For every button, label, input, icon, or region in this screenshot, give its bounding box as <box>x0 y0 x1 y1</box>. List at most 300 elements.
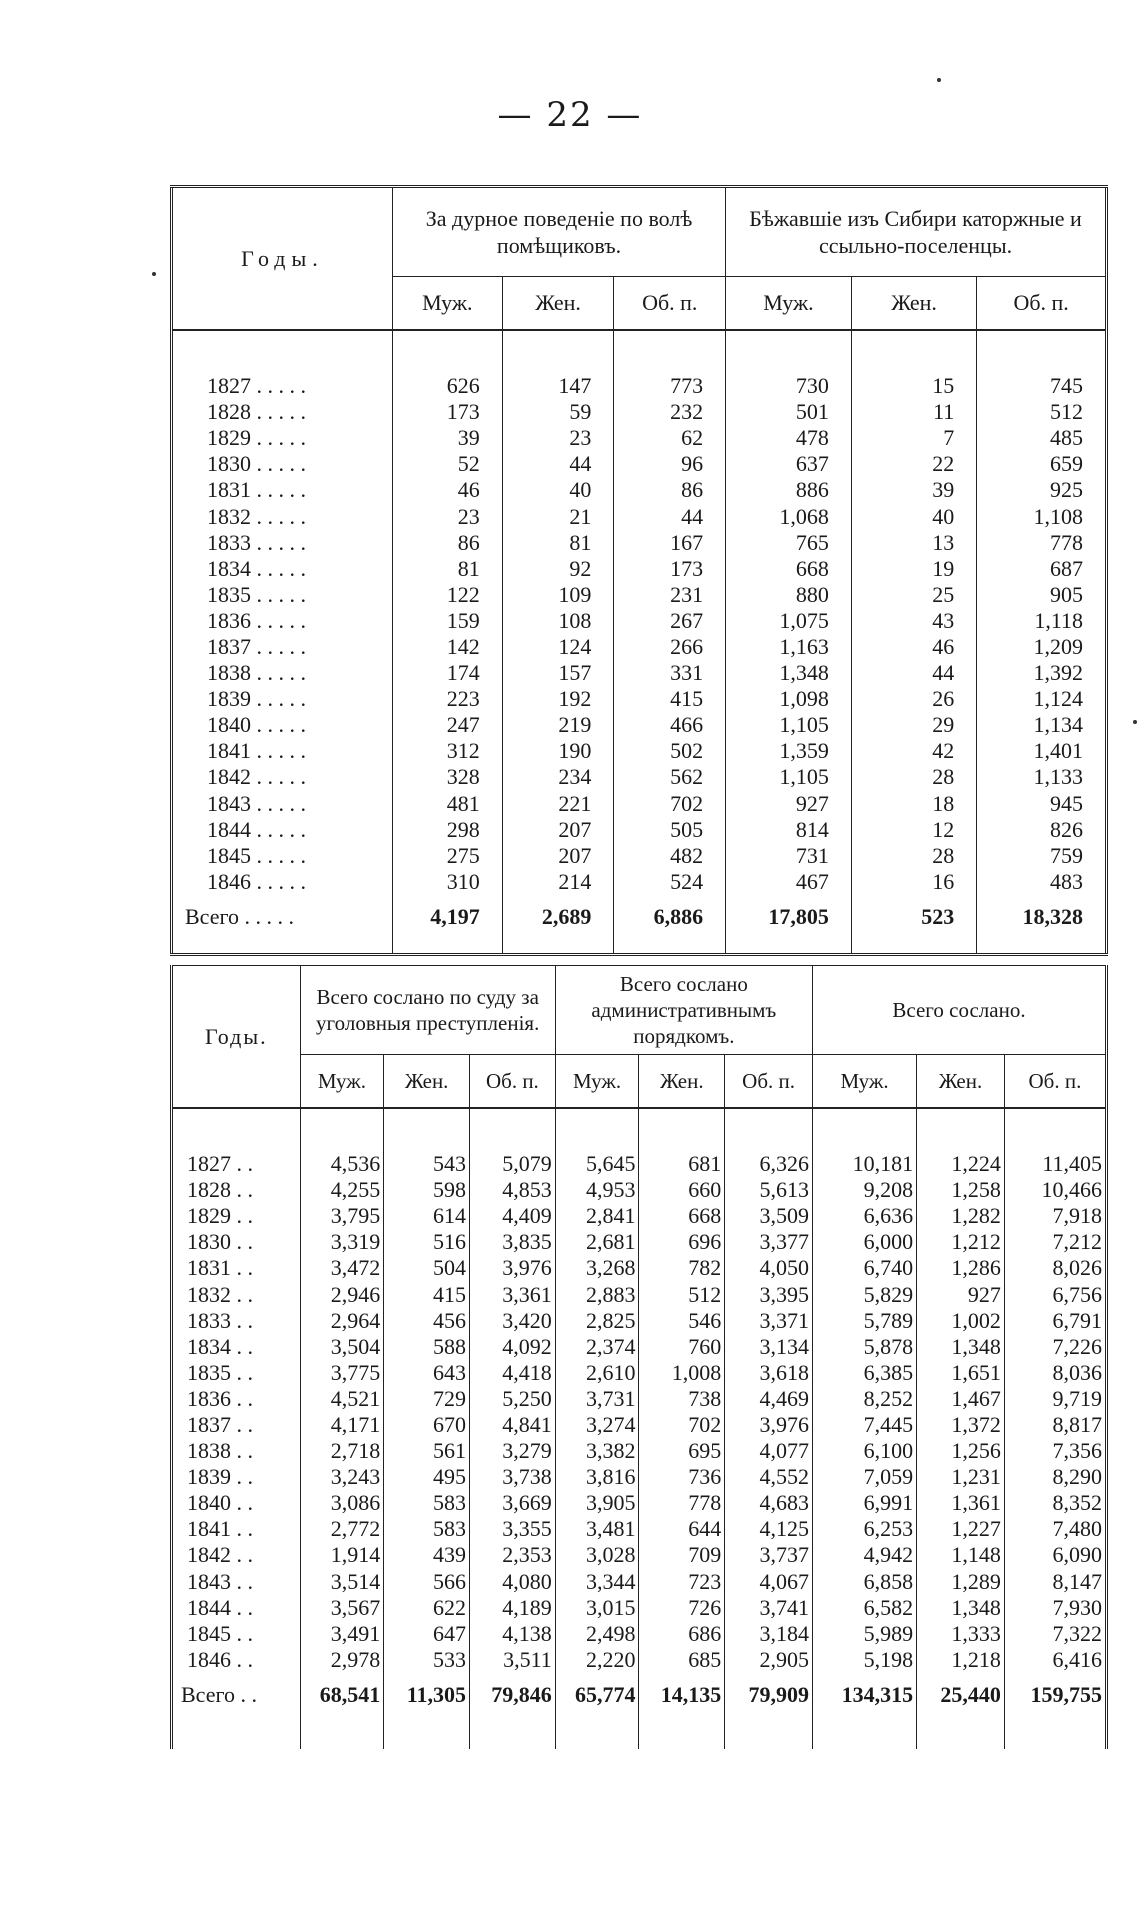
value-cell: 1,467 <box>917 1386 1005 1412</box>
value-cell: 2,220 <box>555 1647 639 1673</box>
total-value-cell: 25,440 <box>917 1673 1005 1717</box>
total-value-cell: 79,909 <box>725 1673 813 1717</box>
value-cell: 3,567 <box>300 1595 384 1621</box>
year-cell: 1835 . . <box>187 1359 253 1385</box>
column-header: Жен. <box>639 1055 725 1109</box>
value-cell: 2,964 <box>300 1308 384 1334</box>
value-cell: 3,738 <box>470 1464 556 1490</box>
value-cell: 6,858 <box>812 1569 916 1595</box>
value-cell: 1,282 <box>917 1203 1005 1229</box>
value-cell: 3,511 <box>470 1647 556 1673</box>
table-row <box>172 582 1107 608</box>
value-cell: 86 <box>614 477 726 503</box>
table-row <box>172 1569 1107 1595</box>
value-cell: 234 <box>502 764 614 790</box>
value-cell: 1,133 <box>977 764 1107 790</box>
column-header: Муж. <box>392 277 502 331</box>
value-cell: 8,252 <box>812 1386 916 1412</box>
value-cell: 8,352 <box>1004 1490 1106 1516</box>
group-header-total: Всего сослано. <box>812 966 1106 1055</box>
value-cell: 8,026 <box>1004 1255 1106 1281</box>
value-cell: 52 <box>392 451 502 477</box>
value-cell: 504 <box>384 1255 470 1281</box>
value-cell: 1,401 <box>977 738 1107 764</box>
value-cell: 483 <box>977 869 1107 895</box>
value-cell: 533 <box>384 1647 470 1673</box>
table-row <box>172 530 1107 556</box>
value-cell: 1,348 <box>917 1334 1005 1360</box>
value-cell: 925 <box>977 477 1107 503</box>
table-row <box>172 869 1107 895</box>
value-cell: 945 <box>977 791 1107 817</box>
value-cell: 3,514 <box>300 1569 384 1595</box>
value-cell: 826 <box>977 817 1107 843</box>
value-cell: 122 <box>392 582 502 608</box>
value-cell: 92 <box>502 556 614 582</box>
total-value-cell: 18,328 <box>977 895 1107 939</box>
table-row <box>172 1621 1107 1647</box>
value-cell: 331 <box>614 660 726 686</box>
total-value-cell: 79,846 <box>470 1673 556 1717</box>
table-row <box>172 634 1107 660</box>
value-cell: 173 <box>614 556 726 582</box>
value-cell: 275 <box>392 843 502 869</box>
value-cell: 1,361 <box>917 1490 1005 1516</box>
value-cell: 3,731 <box>555 1386 639 1412</box>
value-cell: 1,333 <box>917 1621 1005 1647</box>
value-cell: 512 <box>639 1281 725 1307</box>
value-cell: 312 <box>392 738 502 764</box>
year-cell: 1839 . . <box>187 1464 253 1490</box>
year-cell: 1829 . . . . . <box>207 425 306 451</box>
value-cell: 6,326 <box>725 1151 813 1177</box>
table-row <box>172 425 1107 451</box>
value-cell: 3,795 <box>300 1203 384 1229</box>
value-cell: 1,392 <box>977 660 1107 686</box>
value-cell: 562 <box>614 764 726 790</box>
value-cell: 702 <box>639 1412 725 1438</box>
value-cell: 626 <box>392 373 502 399</box>
value-cell: 4,125 <box>725 1516 813 1542</box>
value-cell: 927 <box>917 1281 1005 1307</box>
table-row <box>172 399 1107 425</box>
years-header: Годы. <box>172 187 393 331</box>
value-cell: 588 <box>384 1334 470 1360</box>
year-cell: 1829 . . <box>187 1203 253 1229</box>
value-cell: 5,198 <box>812 1647 916 1673</box>
value-cell: 18 <box>851 791 976 817</box>
value-cell: 5,829 <box>812 1281 916 1307</box>
value-cell: 730 <box>726 373 852 399</box>
table-row <box>172 817 1107 843</box>
value-cell: 2,353 <box>470 1542 556 1568</box>
value-cell: 266 <box>614 634 726 660</box>
value-cell: 731 <box>726 843 852 869</box>
value-cell: 3,504 <box>300 1334 384 1360</box>
value-cell: 782 <box>639 1255 725 1281</box>
value-cell: 1,227 <box>917 1516 1005 1542</box>
table-row <box>172 1464 1107 1490</box>
column-header: Жен. <box>502 277 614 331</box>
group-header-landowners: За дурное поведеніе по волѣ помѣщиковъ. <box>392 187 725 277</box>
value-cell: 298 <box>392 817 502 843</box>
value-cell: 44 <box>614 503 726 529</box>
year-cell: 1831 . . <box>187 1255 253 1281</box>
total-value-cell: 68,541 <box>300 1673 384 1717</box>
value-cell: 668 <box>726 556 852 582</box>
value-cell: 44 <box>502 451 614 477</box>
value-cell: 40 <box>502 477 614 503</box>
value-cell: 19 <box>851 556 976 582</box>
value-cell: 86 <box>392 530 502 556</box>
value-cell: 9,208 <box>812 1177 916 1203</box>
value-cell: 6,636 <box>812 1203 916 1229</box>
value-cell: 4,418 <box>470 1360 556 1386</box>
table-row <box>172 1229 1107 1255</box>
value-cell: 6,756 <box>1004 1281 1106 1307</box>
value-cell: 3,355 <box>470 1516 556 1542</box>
table-row <box>172 1360 1107 1386</box>
value-cell: 3,243 <box>300 1464 384 1490</box>
value-cell: 39 <box>392 425 502 451</box>
value-cell: 43 <box>851 608 976 634</box>
value-cell: 310 <box>392 869 502 895</box>
value-cell: 3,509 <box>725 1203 813 1229</box>
value-cell: 660 <box>639 1177 725 1203</box>
value-cell: 495 <box>384 1464 470 1490</box>
value-cell: 5,789 <box>812 1308 916 1334</box>
value-cell: 4,255 <box>300 1177 384 1203</box>
year-cell: 1838 . . . . . <box>207 660 306 686</box>
year-cell: 1828 . . . . . <box>207 399 306 425</box>
value-cell: 637 <box>726 451 852 477</box>
value-cell: 7 <box>851 425 976 451</box>
value-cell: 21 <box>502 503 614 529</box>
value-cell: 614 <box>384 1203 470 1229</box>
value-cell: 4,171 <box>300 1412 384 1438</box>
table-row <box>172 1516 1107 1542</box>
value-cell: 1,212 <box>917 1229 1005 1255</box>
value-cell: 219 <box>502 712 614 738</box>
value-cell: 8,036 <box>1004 1360 1106 1386</box>
value-cell: 709 <box>639 1542 725 1568</box>
value-cell: 726 <box>639 1595 725 1621</box>
value-cell: 3,618 <box>725 1360 813 1386</box>
value-cell: 482 <box>614 843 726 869</box>
value-cell: 108 <box>502 608 614 634</box>
value-cell: 3,184 <box>725 1621 813 1647</box>
value-cell: 1,224 <box>917 1151 1005 1177</box>
value-cell: 3,420 <box>470 1308 556 1334</box>
value-cell: 11,405 <box>1004 1151 1106 1177</box>
column-header: Об. п. <box>470 1055 556 1109</box>
table-row <box>172 1255 1107 1281</box>
value-cell: 1,105 <box>726 764 852 790</box>
value-cell: 2,883 <box>555 1281 639 1307</box>
year-cell: 1837 . . <box>187 1411 253 1437</box>
value-cell: 15 <box>851 373 976 399</box>
value-cell: 23 <box>502 425 614 451</box>
value-cell: 481 <box>392 791 502 817</box>
value-cell: 3,028 <box>555 1542 639 1568</box>
column-header: Муж. <box>812 1055 916 1109</box>
value-cell: 1,105 <box>726 712 852 738</box>
value-cell: 3,741 <box>725 1595 813 1621</box>
value-cell: 501 <box>726 399 852 425</box>
column-header: Муж. <box>726 277 852 331</box>
value-cell: 685 <box>639 1647 725 1673</box>
value-cell: 4,092 <box>470 1334 556 1360</box>
year-cell: 1831 . . . . . <box>207 477 306 503</box>
value-cell: 765 <box>726 530 852 556</box>
value-cell: 4,080 <box>470 1569 556 1595</box>
value-cell: 543 <box>384 1151 470 1177</box>
value-cell: 10,466 <box>1004 1177 1106 1203</box>
year-cell: 1844 . . . . . <box>207 816 306 842</box>
value-cell: 1,118 <box>977 608 1107 634</box>
subheader-row <box>172 1055 1107 1109</box>
table-row <box>172 712 1107 738</box>
value-cell: 3,279 <box>470 1438 556 1464</box>
year-cell: 1838 . . <box>187 1438 253 1464</box>
value-cell: 6,740 <box>812 1255 916 1281</box>
value-cell: 1,348 <box>726 660 852 686</box>
value-cell: 1,359 <box>726 738 852 764</box>
value-cell: 4,853 <box>470 1177 556 1203</box>
value-cell: 3,669 <box>470 1490 556 1516</box>
value-cell: 687 <box>977 556 1107 582</box>
total-row <box>172 895 1107 939</box>
value-cell: 2,978 <box>300 1647 384 1673</box>
year-cell: 1827 . . . . . <box>207 373 306 399</box>
value-cell: 59 <box>502 399 614 425</box>
value-cell: 157 <box>502 660 614 686</box>
value-cell: 3,268 <box>555 1255 639 1281</box>
value-cell: 147 <box>502 373 614 399</box>
group-header-siberia-escapees: Бѣжавшіе изъ Сибири каторжные и ссыльно-поселенцы. <box>726 187 1107 277</box>
value-cell: 598 <box>384 1177 470 1203</box>
value-cell: 2,498 <box>555 1621 639 1647</box>
value-cell: 1,163 <box>726 634 852 660</box>
column-header: Об. п. <box>614 277 726 331</box>
value-cell: 328 <box>392 764 502 790</box>
value-cell: 4,552 <box>725 1464 813 1490</box>
value-cell: 738 <box>639 1386 725 1412</box>
value-cell: 3,976 <box>725 1412 813 1438</box>
year-cell: 1827 . . <box>187 1151 253 1177</box>
value-cell: 2,374 <box>555 1334 639 1360</box>
value-cell: 546 <box>639 1308 725 1334</box>
value-cell: 516 <box>384 1229 470 1255</box>
value-cell: 231 <box>614 582 726 608</box>
value-cell: 686 <box>639 1621 725 1647</box>
value-cell: 159 <box>392 608 502 634</box>
value-cell: 3,491 <box>300 1621 384 1647</box>
year-cell: 1835 . . . . . <box>207 581 306 607</box>
value-cell: 207 <box>502 817 614 843</box>
value-cell: 5,989 <box>812 1621 916 1647</box>
value-cell: 6,991 <box>812 1490 916 1516</box>
value-cell: 6,000 <box>812 1229 916 1255</box>
table-row <box>172 608 1107 634</box>
value-cell: 6,385 <box>812 1360 916 1386</box>
value-cell: 1,075 <box>726 608 852 634</box>
value-cell: 22 <box>851 451 976 477</box>
value-cell: 2,772 <box>300 1516 384 1542</box>
value-cell: 2,946 <box>300 1281 384 1307</box>
value-cell: 5,613 <box>725 1177 813 1203</box>
value-cell: 1,218 <box>917 1647 1005 1673</box>
total-value-cell: 14,135 <box>639 1673 725 1717</box>
year-cell: 1840 . . <box>187 1490 253 1516</box>
value-cell: 1,124 <box>977 686 1107 712</box>
value-cell: 3,976 <box>470 1255 556 1281</box>
value-cell: 4,409 <box>470 1203 556 1229</box>
total-label: Всего . . <box>181 1681 257 1707</box>
value-cell: 192 <box>502 686 614 712</box>
total-value-cell: 6,886 <box>614 895 726 939</box>
value-cell: 880 <box>726 582 852 608</box>
value-cell: 96 <box>614 451 726 477</box>
total-row <box>172 1673 1107 1717</box>
value-cell: 4,067 <box>725 1569 813 1595</box>
table-row <box>172 1308 1107 1334</box>
year-cell: 1846 . . <box>187 1646 253 1672</box>
year-cell: 1841 . . <box>187 1516 253 1542</box>
column-header: Об. п. <box>1004 1055 1106 1109</box>
value-cell: 39 <box>851 477 976 503</box>
year-cell: 1833 . . <box>187 1307 253 1333</box>
value-cell: 26 <box>851 686 976 712</box>
value-cell: 670 <box>384 1412 470 1438</box>
value-cell: 124 <box>502 634 614 660</box>
value-cell: 8,817 <box>1004 1412 1106 1438</box>
year-cell: 1842 . . <box>187 1542 253 1568</box>
value-cell: 4,536 <box>300 1151 384 1177</box>
value-cell: 4,077 <box>725 1438 813 1464</box>
value-cell: 2,905 <box>725 1647 813 1673</box>
value-cell: 1,256 <box>917 1438 1005 1464</box>
value-cell: 3,472 <box>300 1255 384 1281</box>
value-cell: 7,212 <box>1004 1229 1106 1255</box>
value-cell: 81 <box>502 530 614 556</box>
value-cell: 439 <box>384 1542 470 1568</box>
table-convicts-section-1 <box>170 185 1108 956</box>
value-cell: 16 <box>851 869 976 895</box>
value-cell: 466 <box>614 712 726 738</box>
value-cell: 681 <box>639 1151 725 1177</box>
value-cell: 478 <box>726 425 852 451</box>
speck-mark <box>152 272 156 276</box>
group-header-court: Всего сослано по суду за уголовныя преступленія. <box>300 966 555 1055</box>
value-cell: 8,290 <box>1004 1464 1106 1490</box>
value-cell: 2,841 <box>555 1203 639 1229</box>
value-cell: 1,209 <box>977 634 1107 660</box>
value-cell: 6,791 <box>1004 1308 1106 1334</box>
year-cell: 1844 . . <box>187 1594 253 1620</box>
value-cell: 696 <box>639 1229 725 1255</box>
value-cell: 643 <box>384 1360 470 1386</box>
table-row <box>172 1595 1107 1621</box>
value-cell: 502 <box>614 738 726 764</box>
total-value-cell: 134,315 <box>812 1673 916 1717</box>
value-cell: 512 <box>977 399 1107 425</box>
value-cell: 9,719 <box>1004 1386 1106 1412</box>
value-cell: 7,356 <box>1004 1438 1106 1464</box>
total-label: Всего . . . . . <box>185 903 294 929</box>
value-cell: 7,480 <box>1004 1516 1106 1542</box>
value-cell: 3,816 <box>555 1464 639 1490</box>
value-cell: 644 <box>639 1516 725 1542</box>
table-row <box>172 1386 1107 1412</box>
table-row <box>172 1151 1107 1177</box>
table-row <box>172 660 1107 686</box>
table-row <box>172 1647 1107 1673</box>
value-cell: 23 <box>392 503 502 529</box>
value-cell: 3,086 <box>300 1490 384 1516</box>
value-cell: 583 <box>384 1516 470 1542</box>
year-cell: 1833 . . . . . <box>207 529 306 555</box>
value-cell: 7,445 <box>812 1412 916 1438</box>
value-cell: 622 <box>384 1595 470 1621</box>
value-cell: 814 <box>726 817 852 843</box>
year-cell: 1843 . . . . . <box>207 790 306 816</box>
value-cell: 28 <box>851 764 976 790</box>
value-cell: 223 <box>392 686 502 712</box>
value-cell: 3,319 <box>300 1229 384 1255</box>
value-cell: 647 <box>384 1621 470 1647</box>
value-cell: 736 <box>639 1464 725 1490</box>
value-cell: 415 <box>614 686 726 712</box>
value-cell: 44 <box>851 660 976 686</box>
value-cell: 1,372 <box>917 1412 1005 1438</box>
value-cell: 927 <box>726 791 852 817</box>
year-cell: 1845 . . . . . <box>207 842 306 868</box>
value-cell: 267 <box>614 608 726 634</box>
value-cell: 190 <box>502 738 614 764</box>
value-cell: 3,737 <box>725 1542 813 1568</box>
value-cell: 29 <box>851 712 976 738</box>
value-cell: 760 <box>639 1334 725 1360</box>
value-cell: 5,645 <box>555 1151 639 1177</box>
value-cell: 207 <box>502 843 614 869</box>
value-cell: 3,481 <box>555 1516 639 1542</box>
value-cell: 1,068 <box>726 503 852 529</box>
value-cell: 583 <box>384 1490 470 1516</box>
value-cell: 10,181 <box>812 1151 916 1177</box>
value-cell: 7,322 <box>1004 1621 1106 1647</box>
value-cell: 723 <box>639 1569 725 1595</box>
value-cell: 42 <box>851 738 976 764</box>
table-row <box>172 451 1107 477</box>
value-cell: 6,416 <box>1004 1647 1106 1673</box>
table-row <box>172 1177 1107 1203</box>
value-cell: 1,098 <box>726 686 852 712</box>
year-cell: 1839 . . . . . <box>207 686 306 712</box>
total-value-cell: 523 <box>851 895 976 939</box>
year-cell: 1836 . . . . . <box>207 607 306 633</box>
total-value-cell: 65,774 <box>555 1673 639 1717</box>
group-header-administrative: Всего сослано административнымъ порядкомъ. <box>555 966 812 1055</box>
table-row <box>172 477 1107 503</box>
value-cell: 173 <box>392 399 502 425</box>
value-cell: 3,905 <box>555 1490 639 1516</box>
year-cell: 1841 . . . . . <box>207 738 306 764</box>
value-cell: 28 <box>851 843 976 869</box>
table-row <box>172 1438 1107 1464</box>
value-cell: 221 <box>502 791 614 817</box>
table-row <box>172 1203 1107 1229</box>
